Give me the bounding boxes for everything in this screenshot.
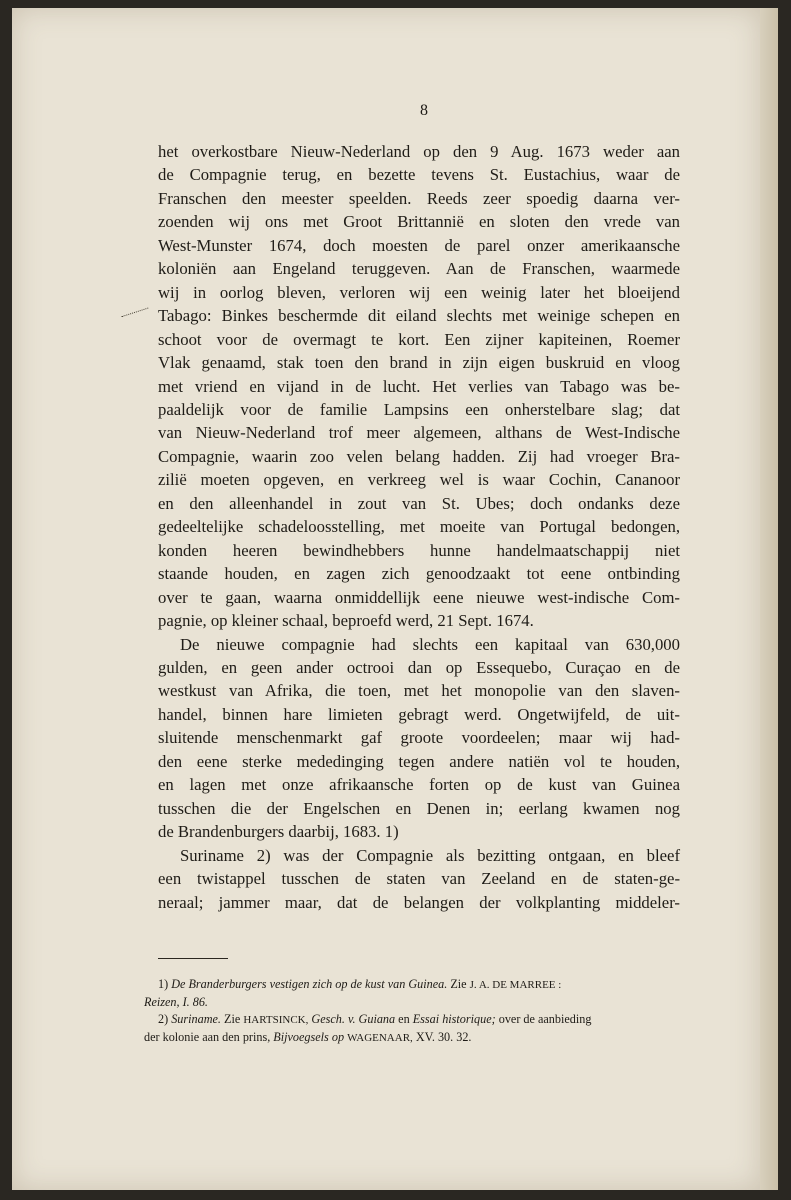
text-line: een twistappel tusschen de staten van Zeeland en de staten-ge-: [158, 869, 680, 889]
footnote-work: Reizen, I. 86.: [144, 995, 208, 1009]
text-line: konden heeren bewindhebbers hunne handelmaatschappij niet: [158, 540, 680, 560]
text-line: Vlak genaamd, stak toen den brand in zijn eigen buskruid en vloog: [158, 353, 680, 373]
text-line: sluitende menschenmarkt gaf groote voordeelen; maar wij had-: [158, 728, 680, 748]
footnote-zie: Zie: [224, 1012, 241, 1026]
text-line: over te gaan, waarna onmiddellijk eene nieuwe west-indische Com-: [158, 587, 680, 607]
text-line: het overkostbare Nieuw-Nederland op den 9 Aug. 1673 weder aan: [158, 142, 680, 161]
text-line: van Nieuw-Nederland trof meer algemeen, althans de West-Indische: [158, 423, 680, 443]
text-line: De nieuwe compagnie had slechts een kapitaal van 630,000: [180, 634, 680, 654]
footnote-italic: De Branderburgers vestigen zich op de kust van Guinea.: [171, 977, 448, 991]
text-line: gedeeltelijke schadeloosstelling, met moeite van Portugal bedongen,: [158, 517, 680, 537]
body-text: [158, 140, 680, 914]
footnote-text: XV. 30. 32.: [415, 1030, 472, 1044]
footnote-zie: Zie: [450, 977, 467, 991]
footnote-work: Gesch. v. Guiana: [311, 1012, 396, 1026]
text-line: westkust van Afrika, die toen, met het monopolie van den slaven-: [158, 681, 680, 701]
footnote-italic: Suriname.: [171, 1012, 221, 1026]
text-line: Compagnie, waarin zoo velen belang hadden. Zij had vroeger Bra-: [158, 446, 680, 466]
text-line: de Brandenburgers daarbij, 1683. 1): [158, 822, 399, 842]
text-line: zoenden wij ons met Groot Brittannië en sloten den vrede van: [158, 212, 680, 232]
footnote-work: Essai historique;: [412, 1012, 496, 1026]
footnote-marker: 2): [158, 1012, 169, 1026]
text-line: gulden, en geen ander octrooi dan op Essequebo, Curaçao en de: [158, 657, 680, 677]
text-line: handel, binnen hare limieten gebragt werd. Ongetwijfeld, de uit-: [158, 704, 680, 724]
footnote-author: HARTSINCK,: [243, 1014, 309, 1026]
text-line: wij in oorlog bleven, verloren wij een weinig later het bloeijend: [158, 282, 680, 302]
footnote-2-line-2: [144, 1029, 672, 1047]
text-line: neraal; jammer maar, dat de belangen der volkplanting middeler-: [158, 892, 680, 912]
text-line: West-Munster 1674, doch moesten de parel onzer amerikaansche: [158, 235, 680, 255]
text-line: Franschen den meester speelden. Reeds zeer spoedig daarna ver-: [158, 188, 680, 208]
footnote-author: J. A. DE MARREE :: [469, 979, 562, 991]
text-line: Tabago: Binkes beschermde dit eiland slechts met weinige schepen en: [158, 306, 680, 326]
footnotes: [144, 976, 672, 1047]
text-line: koloniën aan Engeland teruggeven. Aan de Franschen, waarmede: [158, 259, 680, 279]
text-line: den eene sterke mededinging tegen andere natiën vol te houden,: [158, 751, 680, 771]
text-line: met vriend en vijand in de lucht. Het verlies van Tabago was be-: [158, 376, 680, 396]
text-line: pagnie, op kleiner schaal, beproefd werd, 21 Sept. 1674.: [158, 611, 534, 631]
footnote-conjunction: en: [398, 1012, 410, 1026]
footnote-text: der kolonie aan den prins,: [144, 1030, 271, 1044]
text-line: de Compagnie terug, en bezette tevens St. Eustachius, waar de: [158, 165, 680, 185]
text-line: en den alleenhandel in zout van St. Ubes; doch ondanks deze: [158, 493, 680, 513]
footnote-1: [144, 976, 672, 994]
text-line: en lagen met onze afrikaansche forten op de kust van Guinea: [158, 775, 680, 795]
text-line: zilië moeten opgeven, en verkreeg wel is waar Cochin, Cananoor: [158, 470, 680, 490]
footnote-1-line-2: [144, 994, 672, 1011]
footnote-marker: 1): [158, 977, 169, 991]
page-number: 8: [420, 102, 428, 119]
page-edge: [760, 8, 778, 1190]
text-line: staande houden, en zagen zich genoodzaakt tot eene ontbinding: [158, 564, 680, 584]
text-line: schoot voor de overmagt te kort. Een zijner kapiteinen, Roemer: [158, 329, 680, 349]
footnote-work: Bijvoegsels op: [273, 1030, 345, 1044]
text-line: tusschen die der Engelschen en Denen in; eerlang kwamen nog: [158, 798, 680, 818]
footnote-rule: [158, 958, 228, 959]
text-line: Suriname 2) was der Compagnie als bezitting ontgaan, en bleef: [180, 845, 680, 865]
text-line: paaldelijk voor de familie Lampsins een onherstelbare slag; dat: [158, 399, 680, 419]
footnote-text: over de aanbieding: [498, 1012, 592, 1026]
footnote-2: [144, 1011, 672, 1029]
footnote-author: WAGENAAR,: [347, 1032, 413, 1044]
